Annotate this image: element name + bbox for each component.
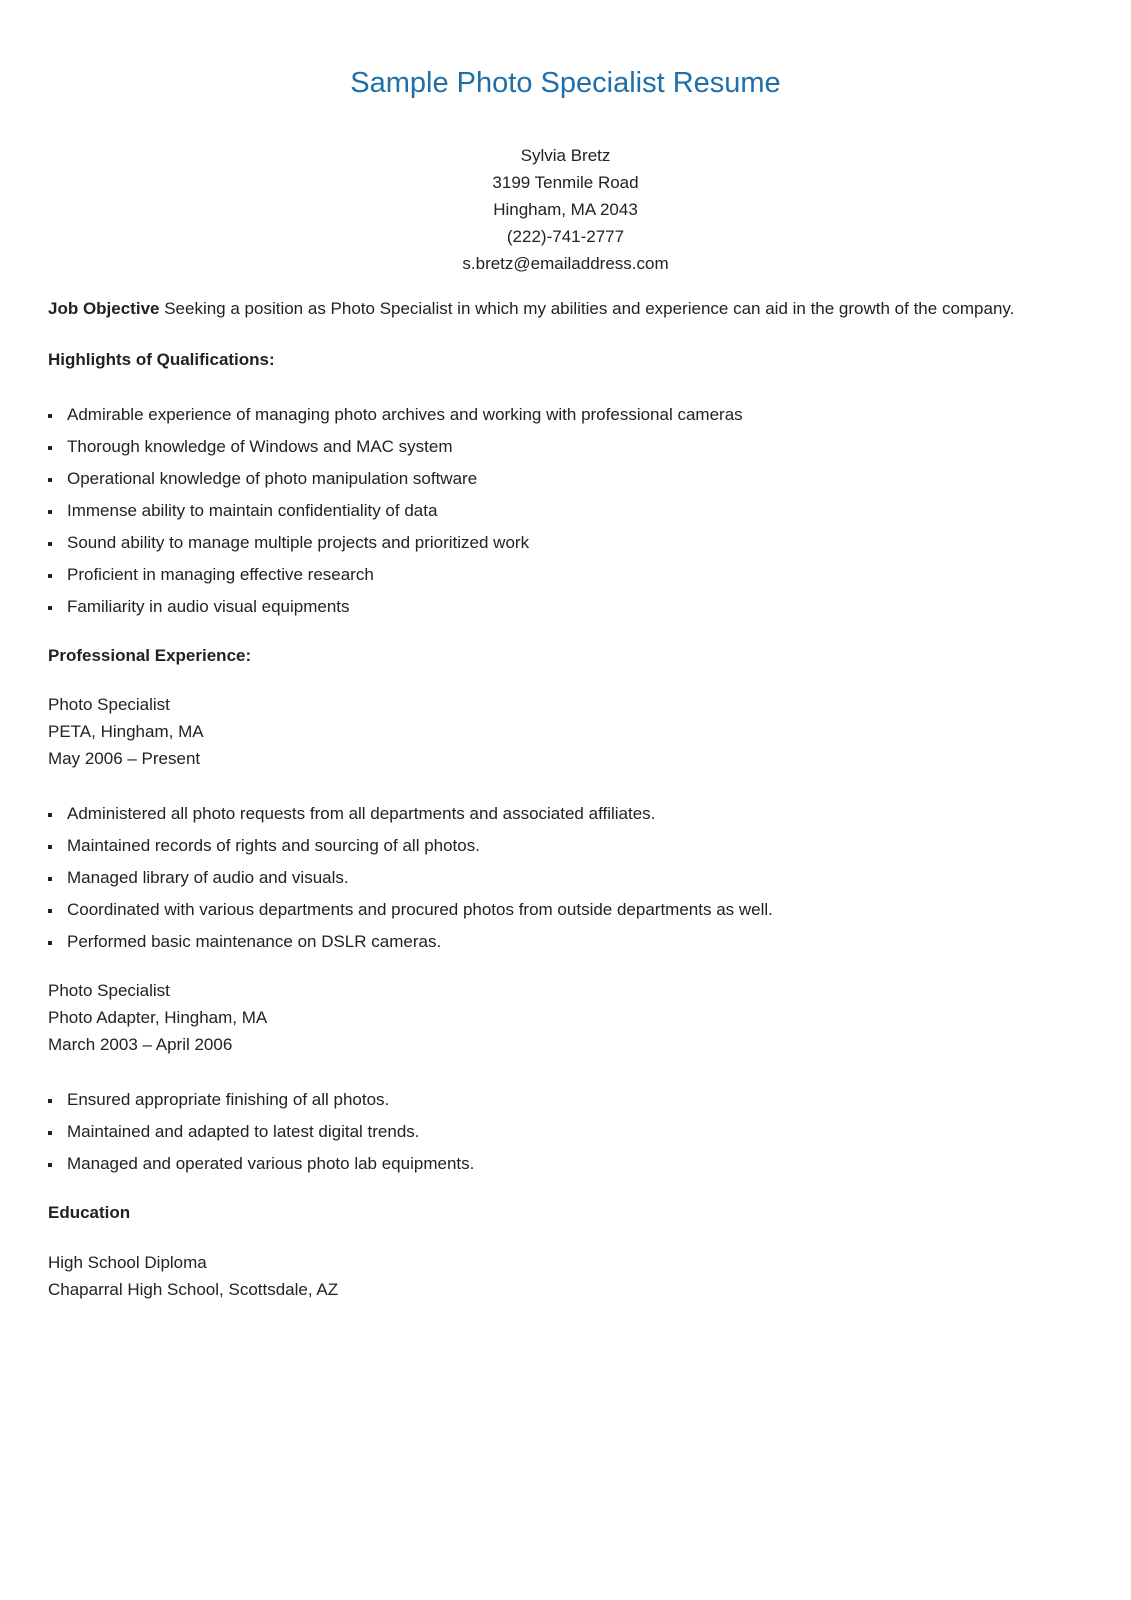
job-objective-label: Job Objective: [48, 299, 160, 318]
list-item: Maintained records of rights and sourcing of all photos.: [48, 835, 773, 867]
job-objective: [48, 298, 1014, 320]
contact-city: Hingham, MA 2043: [493, 200, 638, 219]
highlights-heading: Highlights of Qualifications:: [48, 350, 275, 369]
list-item: Administered all photo requests from all departments and associated affiliates.: [48, 803, 773, 835]
list-item: Performed basic maintenance on DSLR cameras.: [48, 931, 773, 963]
job-2-header: [48, 977, 267, 1058]
education-block: [48, 1249, 338, 1303]
experience-heading: Professional Experience:: [48, 646, 252, 665]
job-objective-text: Seeking a position as Photo Specialist in which my abilities and experience can aid in the growth of the company.: [159, 299, 1015, 318]
job-dates: March 2003 – April 2006: [48, 1035, 233, 1054]
list-item: Managed and operated various photo lab equipments.: [48, 1153, 474, 1185]
contact-phone: (222)-741-2777: [506, 227, 625, 246]
list-item: Admirable experience of managing photo archives and working with professional cameras: [48, 404, 743, 436]
list-item: Operational knowledge of photo manipulation software: [48, 468, 743, 500]
job-company: Photo Adapter, Hingham, MA: [48, 1008, 268, 1027]
job-title: Photo Specialist: [48, 981, 170, 1000]
list-item: Proficient in managing effective research: [48, 564, 743, 596]
education-heading: Education: [48, 1203, 131, 1222]
education-degree: High School Diploma: [48, 1253, 207, 1272]
list-item: Maintained and adapted to latest digital trends.: [48, 1121, 474, 1153]
job-1-duties: [48, 803, 773, 963]
list-item: Managed library of audio and visuals.: [48, 867, 773, 899]
list-item: Sound ability to manage multiple projects and prioritized work: [48, 532, 743, 564]
page-title: Sample Photo Specialist Resume: [350, 67, 781, 99]
job-title: Photo Specialist: [48, 695, 170, 714]
contact-email: s.bretz@emailaddress.com: [462, 254, 669, 273]
list-item: Ensured appropriate finishing of all photos.: [48, 1089, 474, 1121]
job-1-header: [48, 691, 204, 772]
contact-block: [0, 142, 1131, 277]
list-item: Immense ability to maintain confidentiality of data: [48, 500, 743, 532]
contact-name: Sylvia Bretz: [520, 146, 611, 165]
job-dates: May 2006 – Present: [48, 749, 201, 768]
contact-street: 3199 Tenmile Road: [492, 173, 639, 192]
list-item: Coordinated with various departments and procured photos from outside departments as well.: [48, 899, 773, 931]
job-2-duties: [48, 1089, 474, 1185]
highlights-list: [48, 404, 743, 628]
list-item: Thorough knowledge of Windows and MAC system: [48, 436, 743, 468]
job-company: PETA, Hingham, MA: [48, 722, 204, 741]
education-school: Chaparral High School, Scottsdale, AZ: [48, 1280, 339, 1299]
list-item: Familiarity in audio visual equipments: [48, 596, 743, 628]
